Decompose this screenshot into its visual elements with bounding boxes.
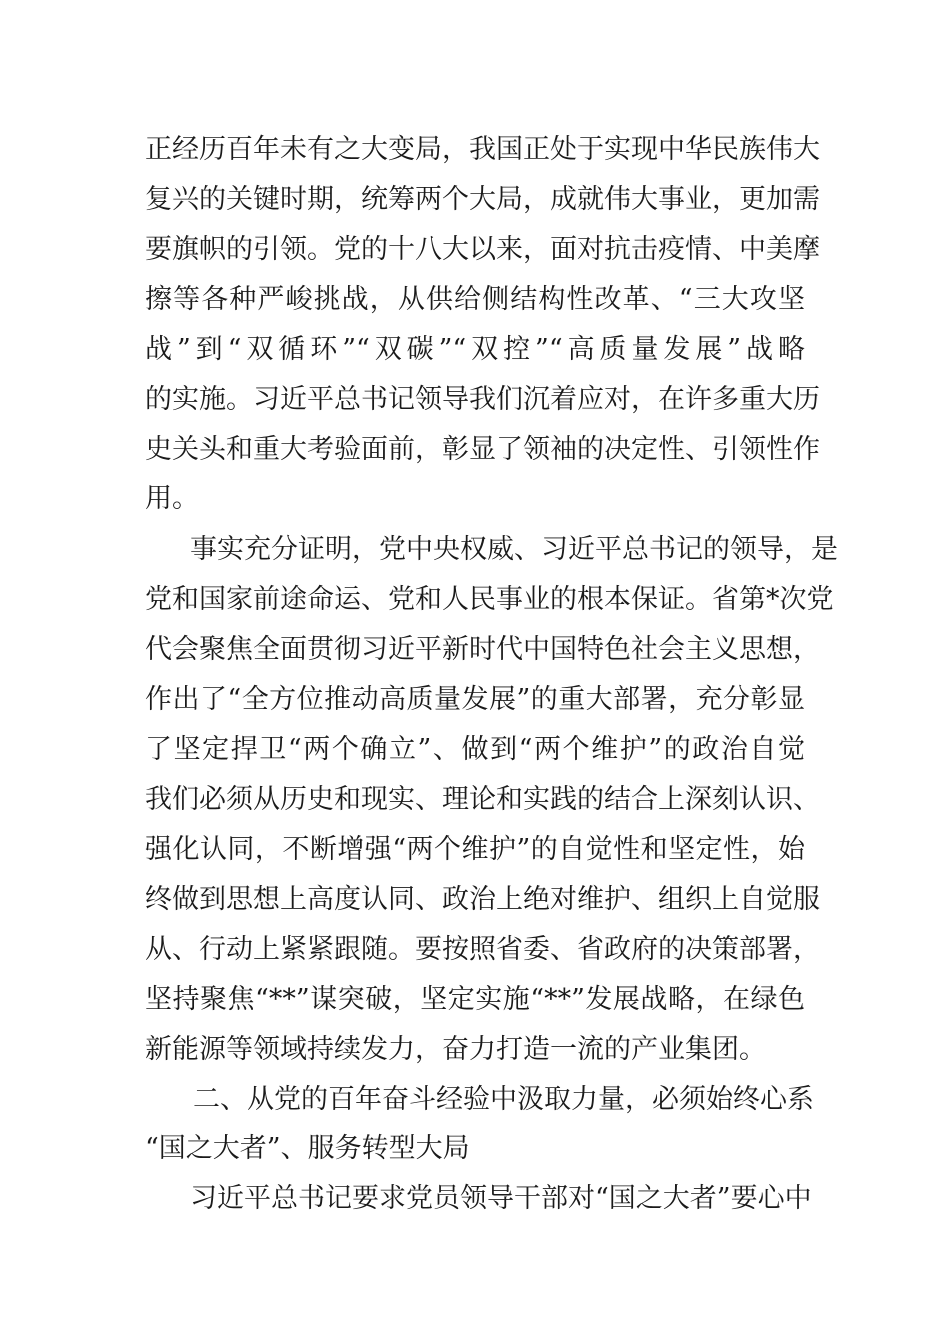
- text-line: 战”到“双循环”“双碳”“双控”“高质量发展”战略: [145, 334, 805, 365]
- text-line: 坚持聚焦“**”谋突破，坚定实施“**”发展战略，在绿色: [145, 984, 805, 1015]
- paragraph-first-line: 事实充分证明，党中央权威、习近平总书记的领导，是: [190, 534, 838, 565]
- text-line: 终做到思想上高度认同、政治上绝对维护、组织上自觉服: [145, 884, 820, 915]
- paragraph-first-line: 习近平总书记要求党员领导干部对“国之大者”要心中: [190, 1183, 812, 1214]
- text-line: 复兴的关键时期，统筹两个大局，成就伟大事业，更加需: [145, 184, 820, 215]
- text-line: 党和国家前途命运、党和人民事业的根本保证。省第*次党: [145, 584, 834, 615]
- text-line: 擦等各种严峻挑战，从供给侧结构性改革、“三大攻坚: [145, 284, 805, 315]
- text-line: 作出了“全方位推动高质量发展”的重大部署，充分彰显: [145, 684, 805, 715]
- text-line: 我们必须从历史和现实、理论和实践的结合上深刻认识、: [145, 784, 820, 815]
- text-line: 从、行动上紧紧跟随。要按照省委、省政府的决策部署，: [145, 934, 820, 965]
- section-heading-line: “国之大者”、服务转型大局: [145, 1133, 470, 1164]
- text-line: 新能源等领域持续发力，奋力打造一流的产业集团。: [145, 1034, 766, 1065]
- section-heading-line: 二、从党的百年奋斗经验中汲取力量，必须始终心系: [193, 1084, 814, 1115]
- text-line: 代会聚焦全面贯彻习近平新时代中国特色社会主义思想，: [145, 634, 820, 665]
- text-line: 强化认同，不断增强“两个维护”的自觉性和坚定性，始: [145, 834, 805, 865]
- text-line: 的实施。习近平总书记领导我们沉着应对，在许多重大历: [145, 384, 820, 415]
- text-line: 用。: [145, 483, 199, 514]
- text-line: 正经历百年未有之大变局，我国正处于实现中华民族伟大: [145, 134, 820, 165]
- text-line: 了坚定捍卫“两个确立”、做到“两个维护”的政治自觉: [145, 734, 805, 765]
- text-line: 史关头和重大考验面前，彰显了领袖的决定性、引领性作: [145, 434, 820, 465]
- text-line: 要旗帜的引领。党的十八大以来，面对抗击疫情、中美摩: [145, 234, 820, 265]
